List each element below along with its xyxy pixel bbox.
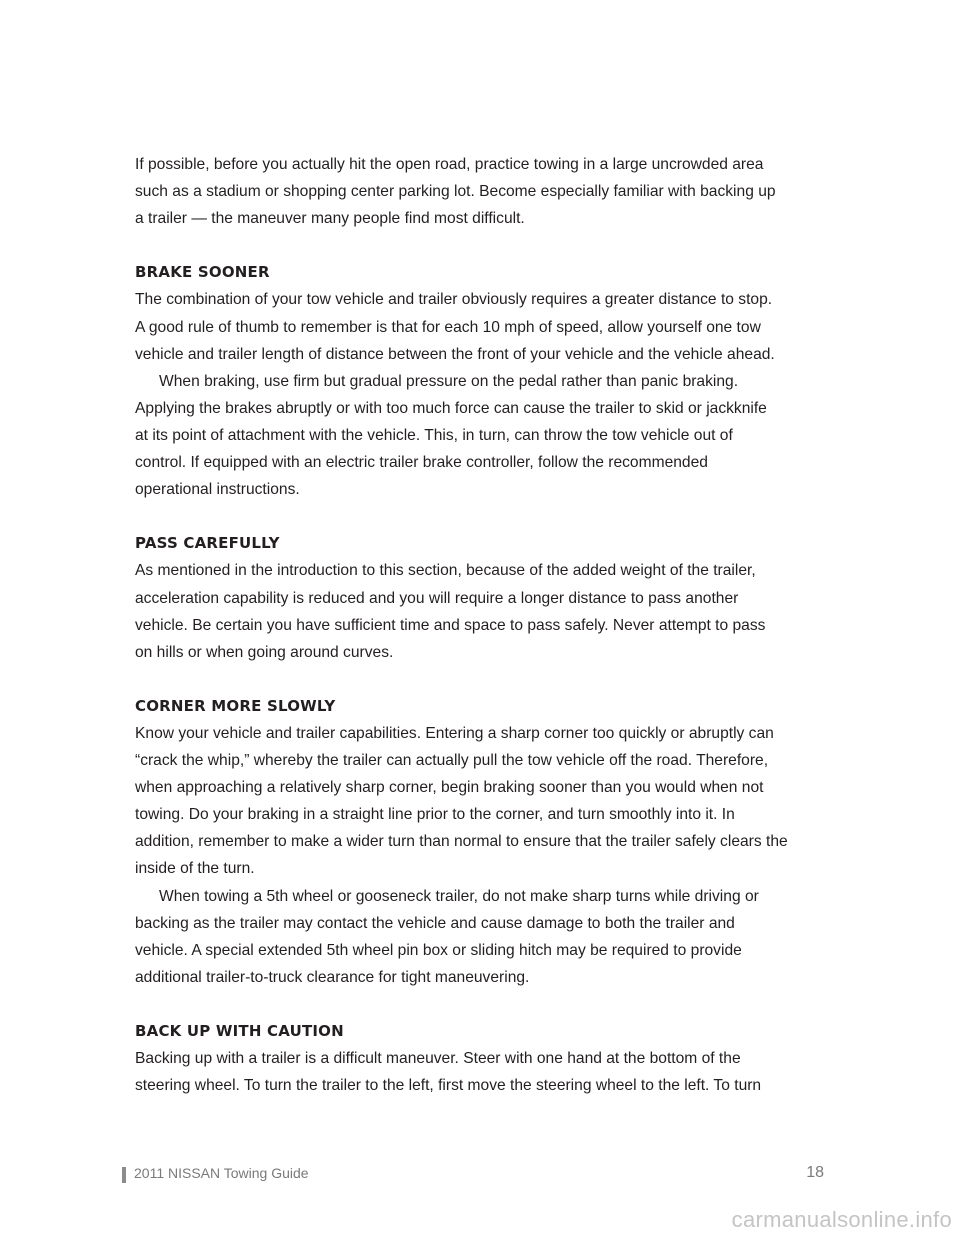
text-line: The combination of your tow vehicle and trailer obviously requires a greater distance to stop. xyxy=(135,291,773,309)
section-back-up-with-caution xyxy=(135,1018,835,1099)
text-line: As mentioned in the introduction to this section, because of the added weight of the trailer, xyxy=(135,562,756,580)
text-line: on hills or when going around curves. xyxy=(135,643,394,661)
text-line: Backing up with a trailer is a difficult maneuver. Steer with one hand at the bottom of the xyxy=(135,1050,741,1068)
page-body xyxy=(135,151,835,1099)
watermark: carmanualsonline.info xyxy=(731,1207,952,1232)
section-corner-more-slowly xyxy=(135,693,835,991)
text-line: A good rule of thumb to remember is that for each 10 mph of speed, allow yourself one tow xyxy=(135,318,761,336)
text-line: Applying the brakes abruptly or with too much force can cause the trailer to skid or jackknife xyxy=(135,399,767,417)
text-line: When towing a 5th wheel or gooseneck trailer, do not make sharp turns while driving or xyxy=(159,887,759,905)
text-line: “crack the whip,” whereby the trailer can actually pull the tow vehicle off the road. Therefore, xyxy=(135,752,769,770)
text-line: such as a stadium or shopping center parking lot. Become especially familiar with backing up xyxy=(135,183,776,201)
text-line: control. If equipped with an electric trailer brake controller, follow the recommended xyxy=(135,454,708,472)
text-line: a trailer — the maneuver many people find most difficult. xyxy=(135,210,525,228)
text-line: Know your vehicle and trailer capabilities. Entering a sharp corner too quickly or abruptly can xyxy=(135,724,774,742)
page-footer xyxy=(122,1164,824,1186)
text-line: acceleration capability is reduced and you will require a longer distance to pass another xyxy=(135,589,739,607)
text-line: vehicle. A special extended 5th wheel pin box or sliding hitch may be required to provide xyxy=(135,941,742,959)
text-line: When braking, use firm but gradual pressure on the pedal rather than panic braking. xyxy=(159,372,739,390)
text-line: towing. Do your braking in a straight line prior to the corner, and turn smoothly into it. In xyxy=(135,806,735,824)
section-pass-carefully xyxy=(135,530,835,665)
text-line: inside of the turn. xyxy=(135,860,255,878)
text-line: backing as the trailer may contact the vehicle and cause damage to both the trailer and xyxy=(135,914,735,932)
text-line: steering wheel. To turn the trailer to the left, first move the steering wheel to the left. To turn xyxy=(135,1077,762,1095)
text-line: operational instructions. xyxy=(135,481,300,499)
text-line: addition, remember to make a wider turn than normal to ensure that the trailer safely clears the xyxy=(135,833,788,851)
section-heading: BRAKE SOONER xyxy=(135,263,270,282)
page-number: 18 xyxy=(806,1164,824,1181)
text-line: when approaching a relatively sharp corner, begin braking sooner than you would when not xyxy=(135,779,764,797)
footer-divider-bar xyxy=(122,1167,126,1183)
intro-paragraph xyxy=(135,151,835,232)
section-heading: PASS CAREFULLY xyxy=(135,534,280,553)
text-line: vehicle and trailer length of distance between the front of your vehicle and the vehicle ahead. xyxy=(135,345,775,363)
text-line: additional trailer-to-truck clearance for tight maneuvering. xyxy=(135,968,530,986)
footer-title: 2011 NISSAN Towing Guide xyxy=(134,1165,309,1181)
section-brake-sooner xyxy=(135,259,835,503)
text-line: vehicle. Be certain you have sufficient time and space to pass safely. Never attempt to pass xyxy=(135,616,766,634)
text-line: at its point of attachment with the vehicle. This, in turn, can throw the tow vehicle out of xyxy=(135,426,733,444)
section-heading: BACK UP WITH CAUTION xyxy=(135,1022,344,1040)
text-line: If possible, before you actually hit the open road, practice towing in a large uncrowded area xyxy=(135,156,764,173)
section-heading: CORNER MORE SLOWLY xyxy=(135,696,336,715)
